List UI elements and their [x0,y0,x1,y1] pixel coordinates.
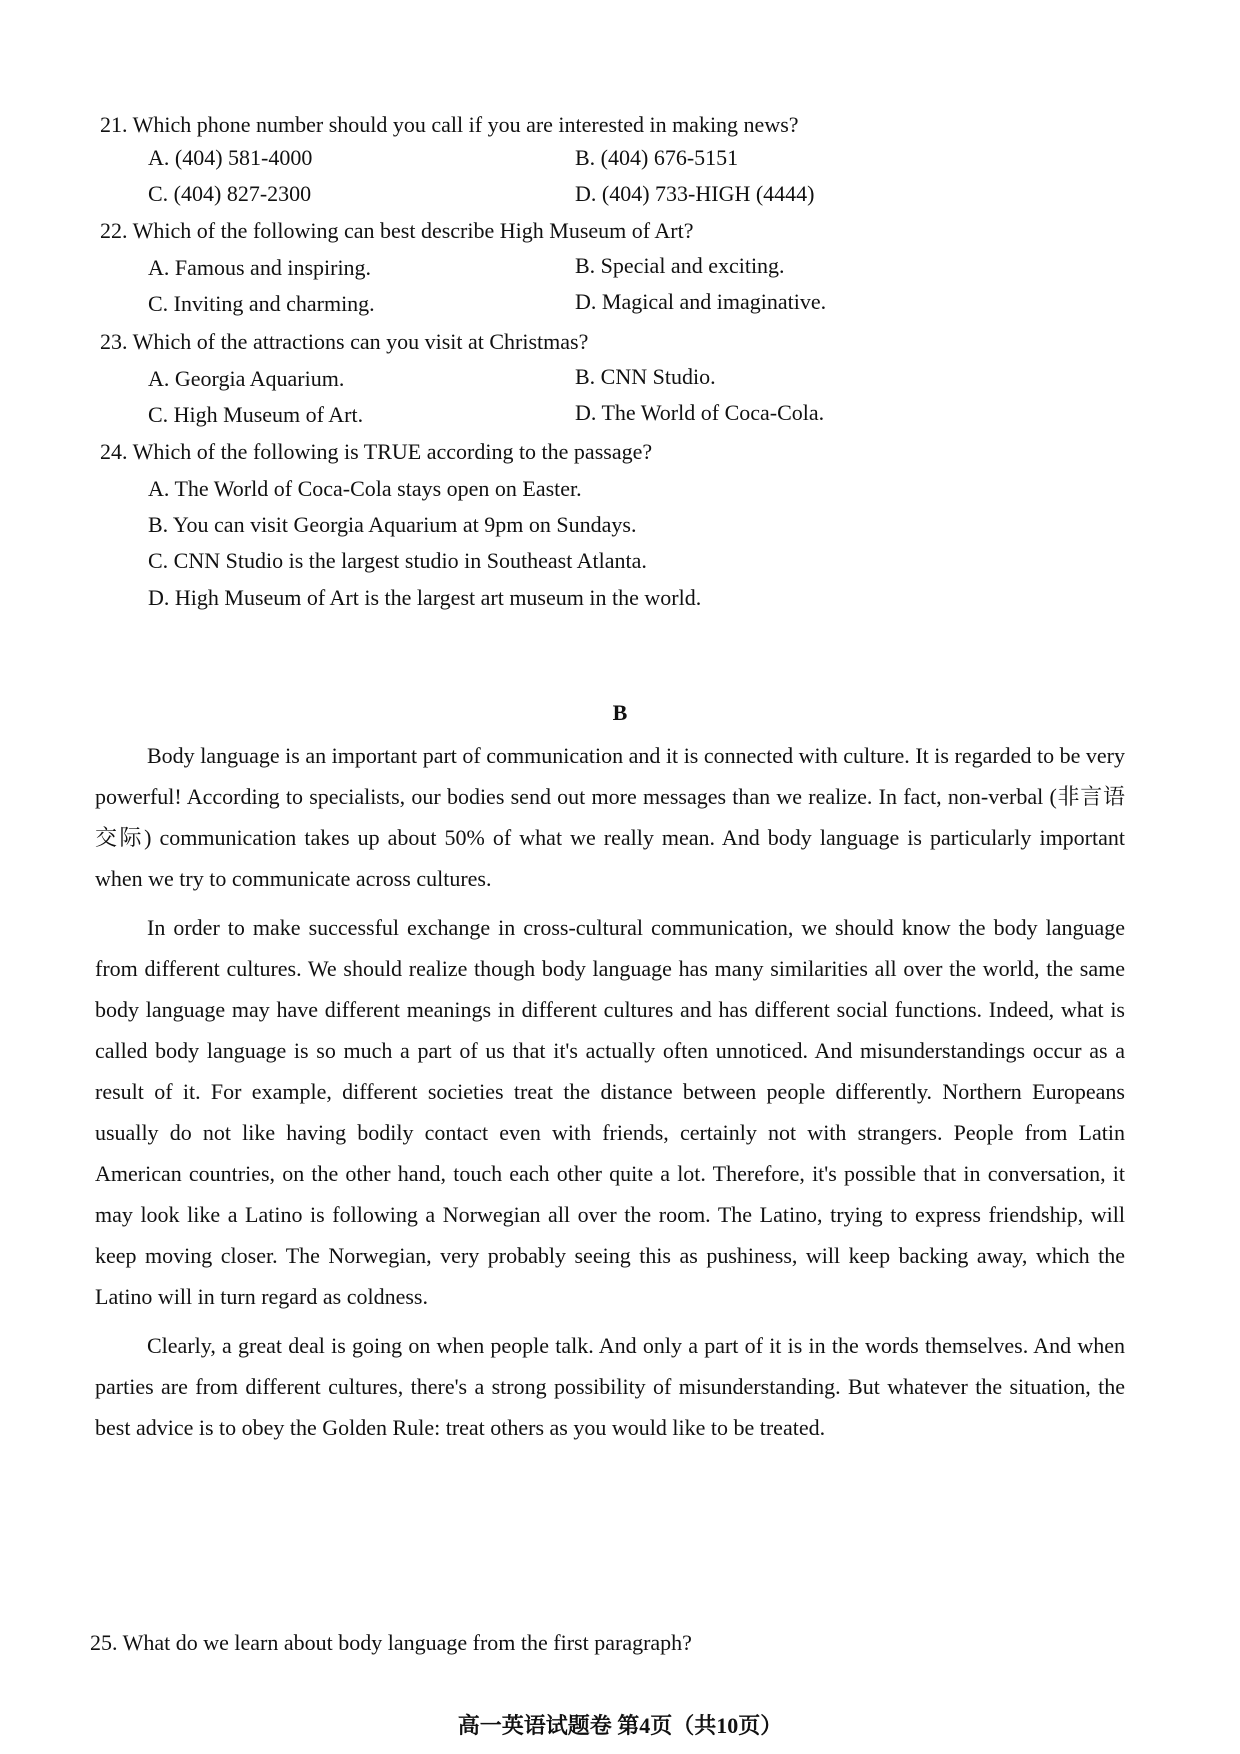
question-24-stem: 24. Which of the following is TRUE according to the passage? [100,439,653,464]
question-22-stem: 22. Which of the following can best describe High Museum of Art? [100,218,694,243]
question-24-option-c: C. CNN Studio is the largest studio in Southeast Atlanta. [148,548,647,573]
question-21-option-c: C. (404) 827-2300 [148,181,312,206]
passage-paragraph-2: In order to make successful exchange in cross-cultural communication, we should know the body language from different cultures. We should realize though body language has many similarities all over the world, the same body language may have different meanings in different cultures and has different social functions. Indeed, what is called body language is so much a part of us that it's actually often unnoticed. And misunderstandings occur as a result of it. For example, different societies treat the distance between people differently. Northern Europeans usually do not like having bodily contact even with friends, certainly not with strangers. People from Latin American countries, on the other hand, touch each other quite a lot. Therefore, it's possible that in conversation, it may look like a Latino is following a Norwegian all over the room. The Latino, trying to express friendship, will keep moving closer. The Norwegian, very probably seeing this as pushiness, will keep backing away, which the Latino will in turn regard as coldness. [95,915,1125,1309]
question-21-option-b: B. (404) 676-5151 [575,145,739,170]
question-24-option-b: B. You can visit Georgia Aquarium at 9pm on Sundays. [148,512,637,537]
passage-paragraph-1: Body language is an important part of communication and it is connected with culture. It is regarded to be very powerful! According to specialists, our bodies send out more messages than we realize. In fact, non-verbal (非言语交际) communication takes up about 50% of what we really mean. And body language is particularly important when we try to communicate across cultures. [95,743,1125,891]
question-22-option-d: D. Magical and imaginative. [575,289,827,314]
question-23-option-c: C. High Museum of Art. [148,402,364,427]
question-21-stem: 21. Which phone number should you call if you are interested in making news? [100,112,799,137]
question-22-option-c: C. Inviting and charming. [148,291,375,316]
question-23-option-a: A. Georgia Aquarium. [148,366,345,391]
question-21-option-a: A. (404) 581-4000 [148,145,313,170]
question-23-stem: 23. Which of the attractions can you visit at Christmas? [100,329,589,354]
section-b-passage [95,735,1125,1456]
question-21-option-d: D. (404) 733-HIGH (4444) [575,181,815,206]
page-footer: 高一英语试题卷 第4页（共10页） [457,1713,783,1738]
question-23-option-d: D. The World of Coca-Cola. [575,400,825,425]
passage-paragraph-3: Clearly, a great deal is going on when people talk. And only a part of it is in the words themselves. And when parties are from different cultures, there's a strong possibility of misunderstanding. But whatever the situation, the best advice is to obey the Golden Rule: treat others as you would like to be treated. [95,1333,1125,1440]
question-24-option-a: A. The World of Coca-Cola stays open on Easter. [148,476,582,501]
question-23-option-b: B. CNN Studio. [575,364,716,389]
section-b-title: B [612,700,628,725]
question-24-option-d: D. High Museum of Art is the largest art museum in the world. [148,585,702,610]
question-22-option-b: B. Special and exciting. [575,253,785,278]
question-22-option-a: A. Famous and inspiring. [148,255,372,280]
question-25-stem: 25. What do we learn about body language from the first paragraph? [90,1630,692,1655]
